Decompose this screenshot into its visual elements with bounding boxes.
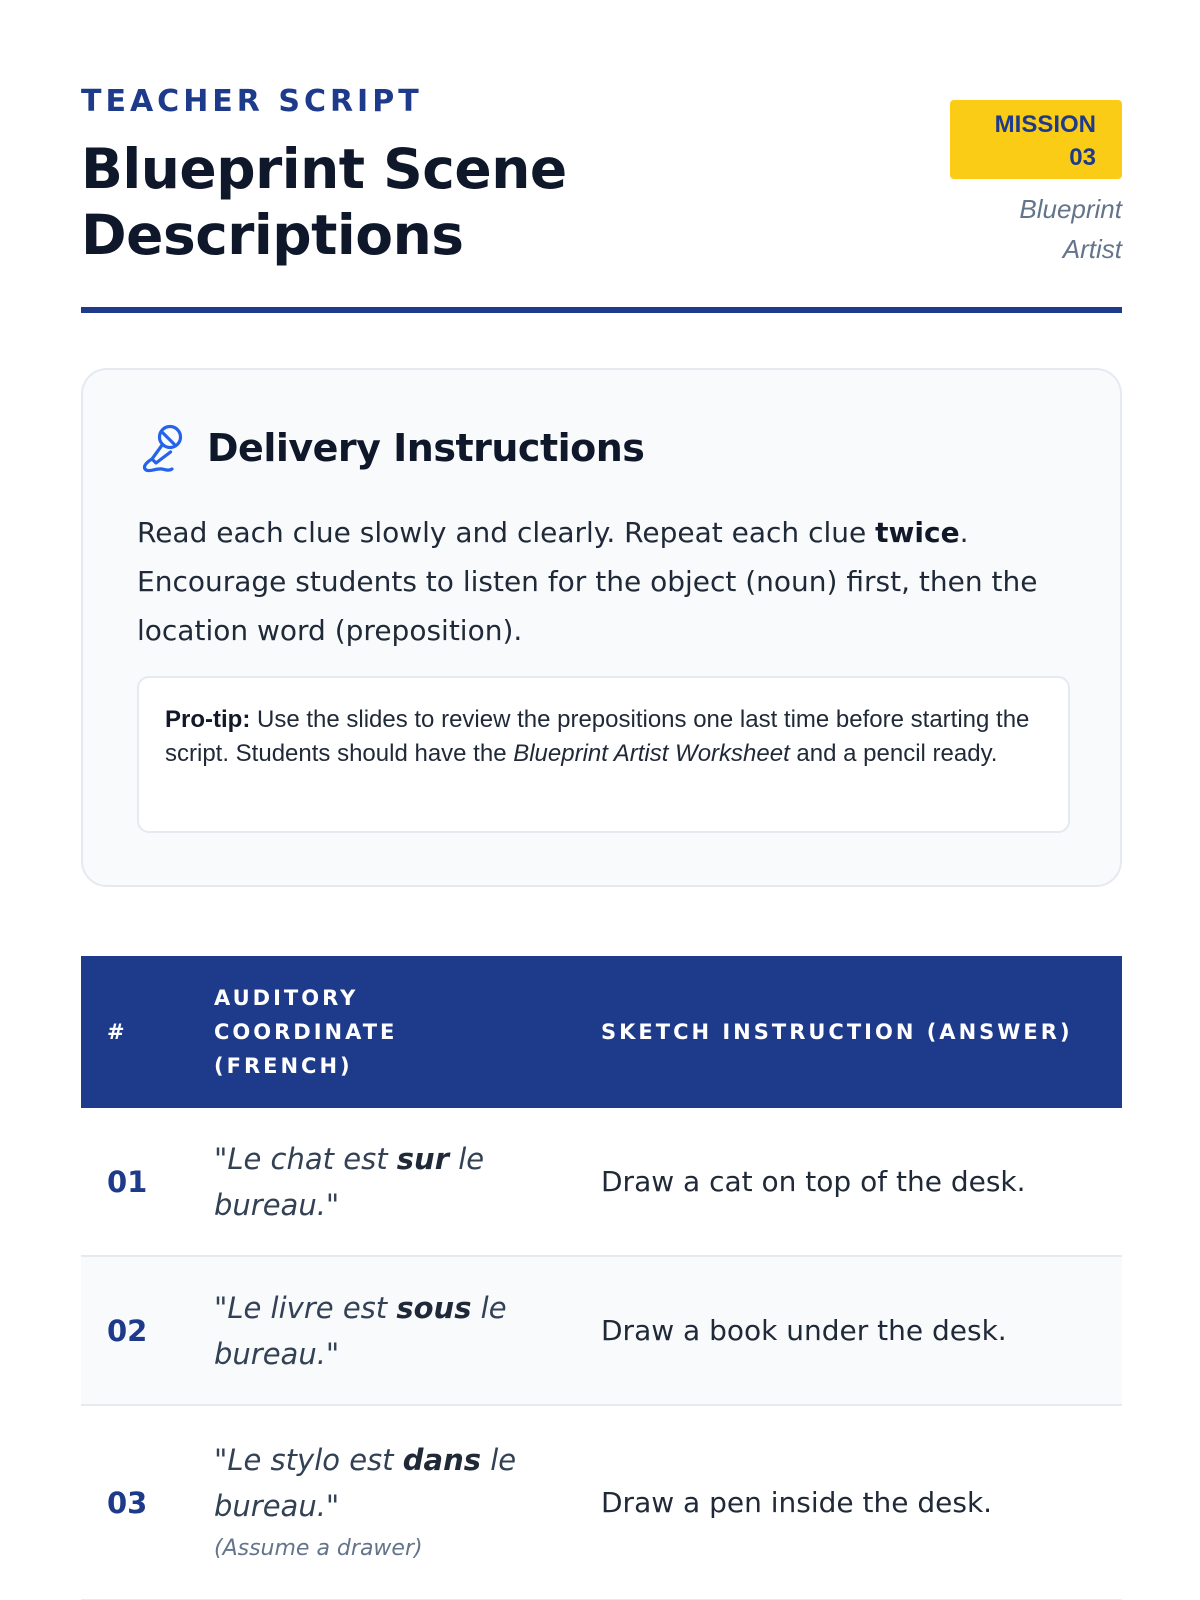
delivery-body-text: Read each clue slowly and clearly. Repeat each clue <box>137 516 876 549</box>
row-sketch-instruction: Draw a book under the desk. <box>601 1314 1007 1347</box>
quote-text: "Le stylo est <box>214 1442 403 1477</box>
mission-badge <box>950 100 1122 179</box>
delivery-body <box>137 508 1057 655</box>
row-sketch-instruction: Draw a pen inside the desk. <box>601 1486 993 1519</box>
row-note: (Assume a drawer) <box>214 1535 423 1561</box>
column-header-sketch: SKETCH INSTRUCTION (ANSWER) <box>601 1020 1073 1044</box>
pro-tip-text-end: and a pencil ready. <box>789 740 998 767</box>
mission-block <box>950 100 1122 269</box>
table-row <box>81 1108 1122 1257</box>
delivery-body-emphasis: twice <box>875 516 960 549</box>
delivery-body-text-end: . Encourage students to listen for the object (noun) first, then the location word (preposition). <box>137 516 1038 647</box>
delivery-card <box>81 368 1122 887</box>
quote-text: "Le livre est <box>214 1290 397 1325</box>
pro-tip-label: Pro-tip: <box>165 706 251 733</box>
quote-text: "Le chat est <box>214 1141 397 1176</box>
script-table <box>81 956 1122 1600</box>
quote-text-end: le bureau." <box>214 1141 485 1222</box>
quote-text-end: le bureau." <box>214 1290 507 1371</box>
microphone-icon <box>139 422 187 474</box>
pro-tip-worksheet-name: Blueprint Artist Worksheet <box>513 740 790 767</box>
delivery-title: Delivery Instructions <box>207 426 645 470</box>
column-header-number: # <box>107 1020 128 1044</box>
quote-preposition: sous <box>396 1290 472 1325</box>
page-title: Blueprint Scene Descriptions <box>81 137 567 267</box>
quote-preposition: dans <box>402 1442 482 1477</box>
mission-label: MISSION <box>994 111 1096 138</box>
row-number: 03 <box>107 1485 148 1520</box>
pro-tip-text: Use the slides to review the prepositions one last time before starting the script. Students should have the <box>165 706 1030 767</box>
pro-tip-box <box>137 676 1070 833</box>
row-quote <box>214 1285 544 1377</box>
row-quote <box>214 1437 544 1529</box>
row-coordinate <box>214 1108 544 1255</box>
column-header-coordinate: AUDITORY COORDINATE (FRENCH) <box>214 986 398 1078</box>
row-number: 01 <box>107 1164 148 1199</box>
quote-preposition: sur <box>396 1141 449 1176</box>
table-row <box>81 1406 1122 1600</box>
row-coordinate <box>214 1257 544 1404</box>
table-header <box>81 956 1122 1108</box>
row-coordinate <box>214 1406 544 1599</box>
row-number: 02 <box>107 1313 148 1348</box>
mission-number: 03 <box>1069 144 1096 171</box>
row-quote <box>214 1136 544 1228</box>
header-divider <box>81 307 1122 313</box>
table-row <box>81 1257 1122 1406</box>
quote-text-end: le bureau." <box>214 1442 517 1523</box>
page-header <box>81 82 1122 268</box>
row-sketch-instruction: Draw a cat on top of the desk. <box>601 1165 1026 1198</box>
eyebrow-label: TEACHER SCRIPT <box>81 84 423 119</box>
mission-subtitle: Blueprint Artist <box>1019 194 1122 264</box>
delivery-card-header <box>139 422 644 474</box>
